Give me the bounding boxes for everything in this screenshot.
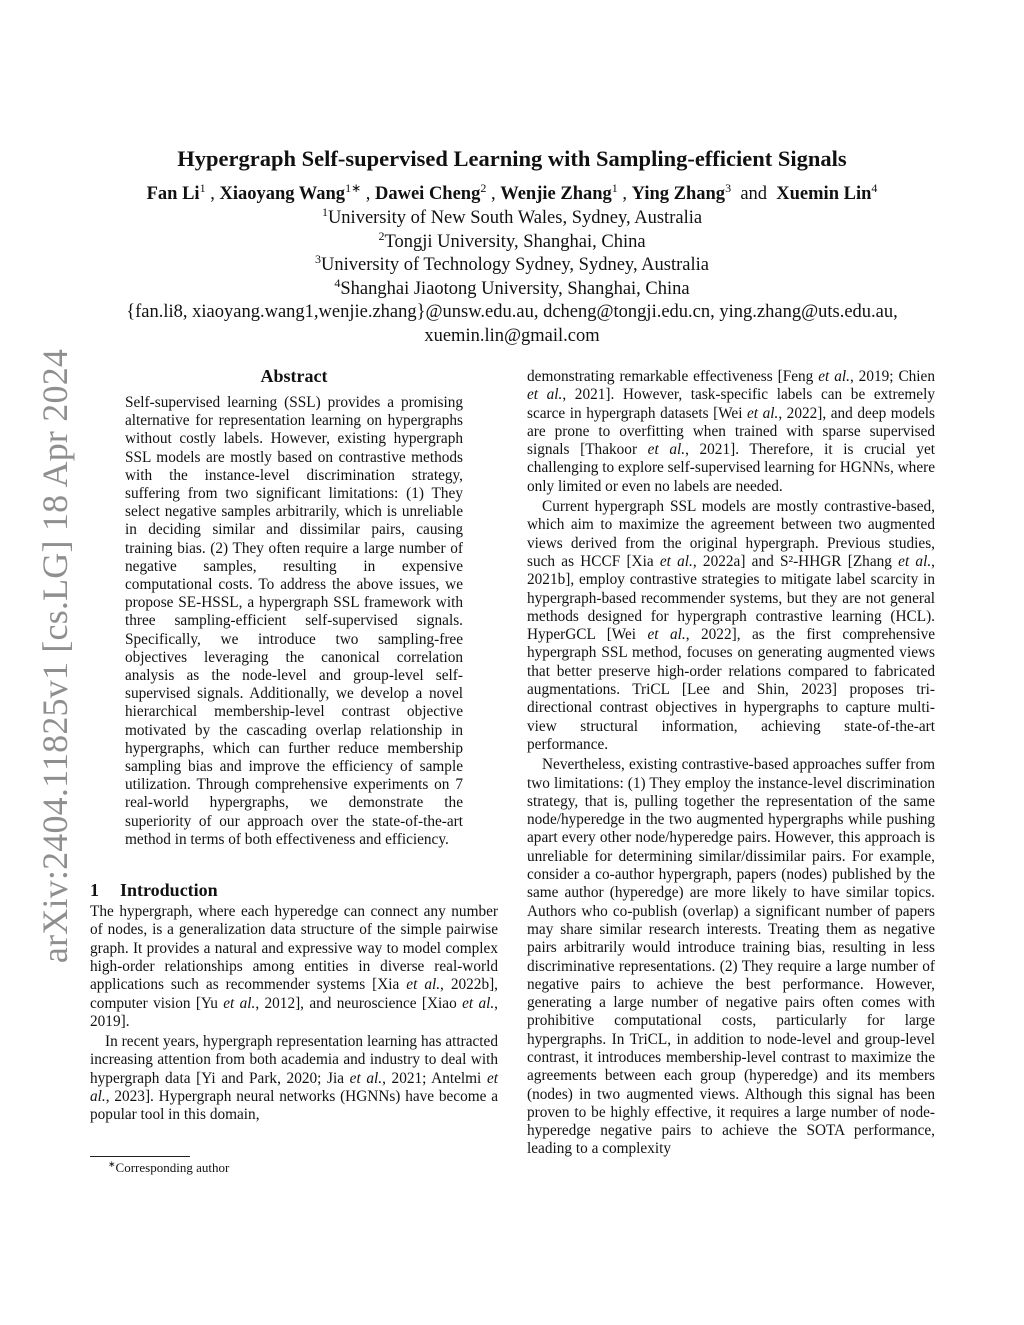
affiliation-line bbox=[90, 275, 934, 302]
footnote-divider bbox=[90, 1156, 190, 1157]
author-superscript: 1 bbox=[611, 181, 618, 195]
author-name: Wenjie Zhang bbox=[500, 184, 612, 204]
author-superscript: 1∗ bbox=[345, 181, 362, 195]
paper-title: Hypergraph Self-supervised Learning with Sampling-efficient Signals bbox=[177, 146, 847, 171]
author-superscript: 3 bbox=[725, 181, 732, 195]
affiliations bbox=[90, 207, 934, 349]
author-name: Ying Zhang bbox=[631, 184, 726, 204]
footnote bbox=[108, 1160, 229, 1176]
affiliation-line bbox=[90, 228, 934, 255]
affiliation-line bbox=[90, 207, 934, 231]
affiliation-text: University of Technology Sydney, Sydney, Australia bbox=[320, 255, 709, 276]
arxiv-identifier: arXiv:2404.11825v1 [cs.LG] 18 Apr 2024 bbox=[35, 348, 75, 964]
author-name: Fan Li bbox=[146, 184, 200, 204]
right-column bbox=[527, 368, 935, 1159]
intro-paragraph: The hypergraph, where each hyperedge can connect any number of nodes, is a generalization data structure of the simple pairwise graph. It provides a natural and expressive way to model complex high-order relationships among entities in diverse real-world applications such as recommender systems [Xia et al., 2022b], computer vision [Yu et al., 2012], and neuroscience [Xiao et al., 2019]. bbox=[90, 903, 499, 1030]
author-name: Xiaoyang Wang bbox=[219, 184, 346, 204]
author-name: Dawei Cheng bbox=[375, 184, 481, 204]
body-paragraph: Nevertheless, existing contrastive-based approaches suffer from two limitations: (1) They employ the instance-level discrimination strategy, that is, pulling together the representation of the same node/hyperedge in the two augmented hypergraphs while pushing apart every other node/hyperedge pairs. However, this approach is unreliable for determining similar/dissimilar pairs. For example, consider a co-author hypergraph, papers (nodes) published by the same author (hyperedge) are more likely to have similar topics. Authors who co-publish (overlap) a significant number of papers may share similar research interests. Treating them as negative pairs arbitrarily would introduce training bias, resulting in less discriminative representations. (2) They require a large number of negative pairs to achieve the best performance. However, generating a large number of negative pairs often comes with prohibitive computational costs, particularly for large hypergraphs. In TriCL, in addition to node-level and group-level contrast, it introduces membership-level contrast to maximize the agreements between each group (hyperedge) and its members (nodes) in two augmented views. Although this signal has been proven to be highly effective, it requires a large number of node-hyperedge negative pairs to achieve the SOTA performance, leading to a complexity bbox=[527, 756, 935, 1158]
section-title: Introduction bbox=[120, 880, 218, 901]
section-number: 1 bbox=[90, 880, 99, 901]
author-superscript: 1 bbox=[199, 181, 206, 195]
author-name: Xuemin Lin bbox=[776, 184, 872, 204]
abstract-heading: Abstract bbox=[260, 366, 328, 386]
intro-paragraph: In recent years, hypergraph representation learning has attracted increasing attention from both academia and industry to deal with hypergraph data [Yi and Park, 2020; Jia et al., 2021; Antelmi et al., 2023]. Hypergraph neural networks (HGNNs) have become a popular tool in this domain, bbox=[90, 1033, 498, 1124]
body-paragraph: demonstrating remarkable effectiveness [Feng et al., 2019; Chien et al., 2021]. However, task-specific labels can be extremely scarce in hypergraph datasets [Wei et al., 2022], and deep models are prone to overfitting when trained with sparse supervised signals [Thakoor et al., 2021]. Therefore, it is crucial yet challenging to explore self-supervised learning for HGNNs, where only limited or even no labels are needed. bbox=[527, 368, 935, 495]
abstract-text: Self-supervised learning (SSL) provides a promising alternative for representation learning on hypergraphs without costly labels. However, existing hypergraph SSL models are mostly based on contrastive methods with the instance-level discrimination strategy, suffering from two significant limitations: (1) They select negative samples arbitrarily, which is unreliable in deciding similar and dissimilar pairs, causing training bias. (2) They often require a large number of negative samples, resulting in expensive computational costs. To address the above issues, we propose SE-HSSL, a hypergraph SSL framework with three sampling-efficient self-supervised signals. Specifically, we introduce two sampling-free objectives leveraging the canonical correlation analysis as the node-level and group-level self-supervised signals. Additionally, we develop a novel hierarchical membership-level contrast objective motivated by the cascading overlap relationship in hypergraphs, which can further reduce membership sampling bias and improve the efficiency of sample utilization. Through comprehensive experiments on 7 real-world hypergraphs, we demonstrate the superiority of our approach over the state-of-the-art method in terms of both effectiveness and efficiency. bbox=[125, 394, 463, 848]
author-superscript: 4 bbox=[871, 181, 878, 195]
affiliation-text: Shanghai Jiaotong University, Shanghai, China bbox=[340, 278, 690, 299]
email-line: {fan.li8, xiaoyang.wang1,wenjie.zhang}@unsw.edu.au, dcheng@tongji.edu.cn, ying.zhang@uts.edu.au, bbox=[126, 302, 898, 323]
affiliation-text: Tongji University, Shanghai, China bbox=[384, 231, 646, 252]
body-paragraph: Current hypergraph SSL models are mostly contrastive-based, which aim to maximize the agreement between two augmented views derived from the original hypergraph. Previous studies, such as HCCF [Xia et al., 2022a] and S²-HHGR [Zhang et al., 2021b], employ contrastive strategies to mitigate label scarcity in hypergraph-based recommender systems, but they are not general methods designed for hypergraph contrastive learning (HCL). HyperGCL [Wei et al., 2022], as the first comprehensive hypergraph SSL method, focuses on generating augmented views that better preserve high-order relations compared to fabricated augmentations. TriCL [Lee and Shin, 2023] proposes tri-directional contrast objectives in hypergraphs to capture multi-view structural information, achieving state-of-the-art performance. bbox=[527, 498, 936, 753]
affiliation-text: University of New South Wales, Sydney, Australia bbox=[327, 208, 703, 228]
author-superscript: 2 bbox=[480, 181, 487, 195]
author-conjunction: and bbox=[740, 184, 768, 204]
footnote-text: Corresponding author bbox=[115, 1160, 230, 1175]
affiliation-number: 2 bbox=[378, 228, 385, 243]
affiliation-number: 3 bbox=[314, 252, 321, 267]
affiliation-number: 4 bbox=[334, 275, 341, 290]
left-column bbox=[90, 365, 498, 1125]
affiliation-number: 1 bbox=[321, 205, 328, 219]
author-list: Fan Li$^1$ , Xiaoyang Wang$^{1∗}$ , Dawei Cheng$^2$ , Wenjie Zhang$^1$ , Ying Zhang$^3$ and Xuemin Lin$^4$ bbox=[146, 181, 878, 204]
footnote-mark: ∗ bbox=[108, 1159, 116, 1169]
affiliation-line bbox=[90, 254, 934, 278]
email-line: xuemin.lin@gmail.com bbox=[424, 325, 600, 346]
section-heading bbox=[90, 879, 498, 901]
